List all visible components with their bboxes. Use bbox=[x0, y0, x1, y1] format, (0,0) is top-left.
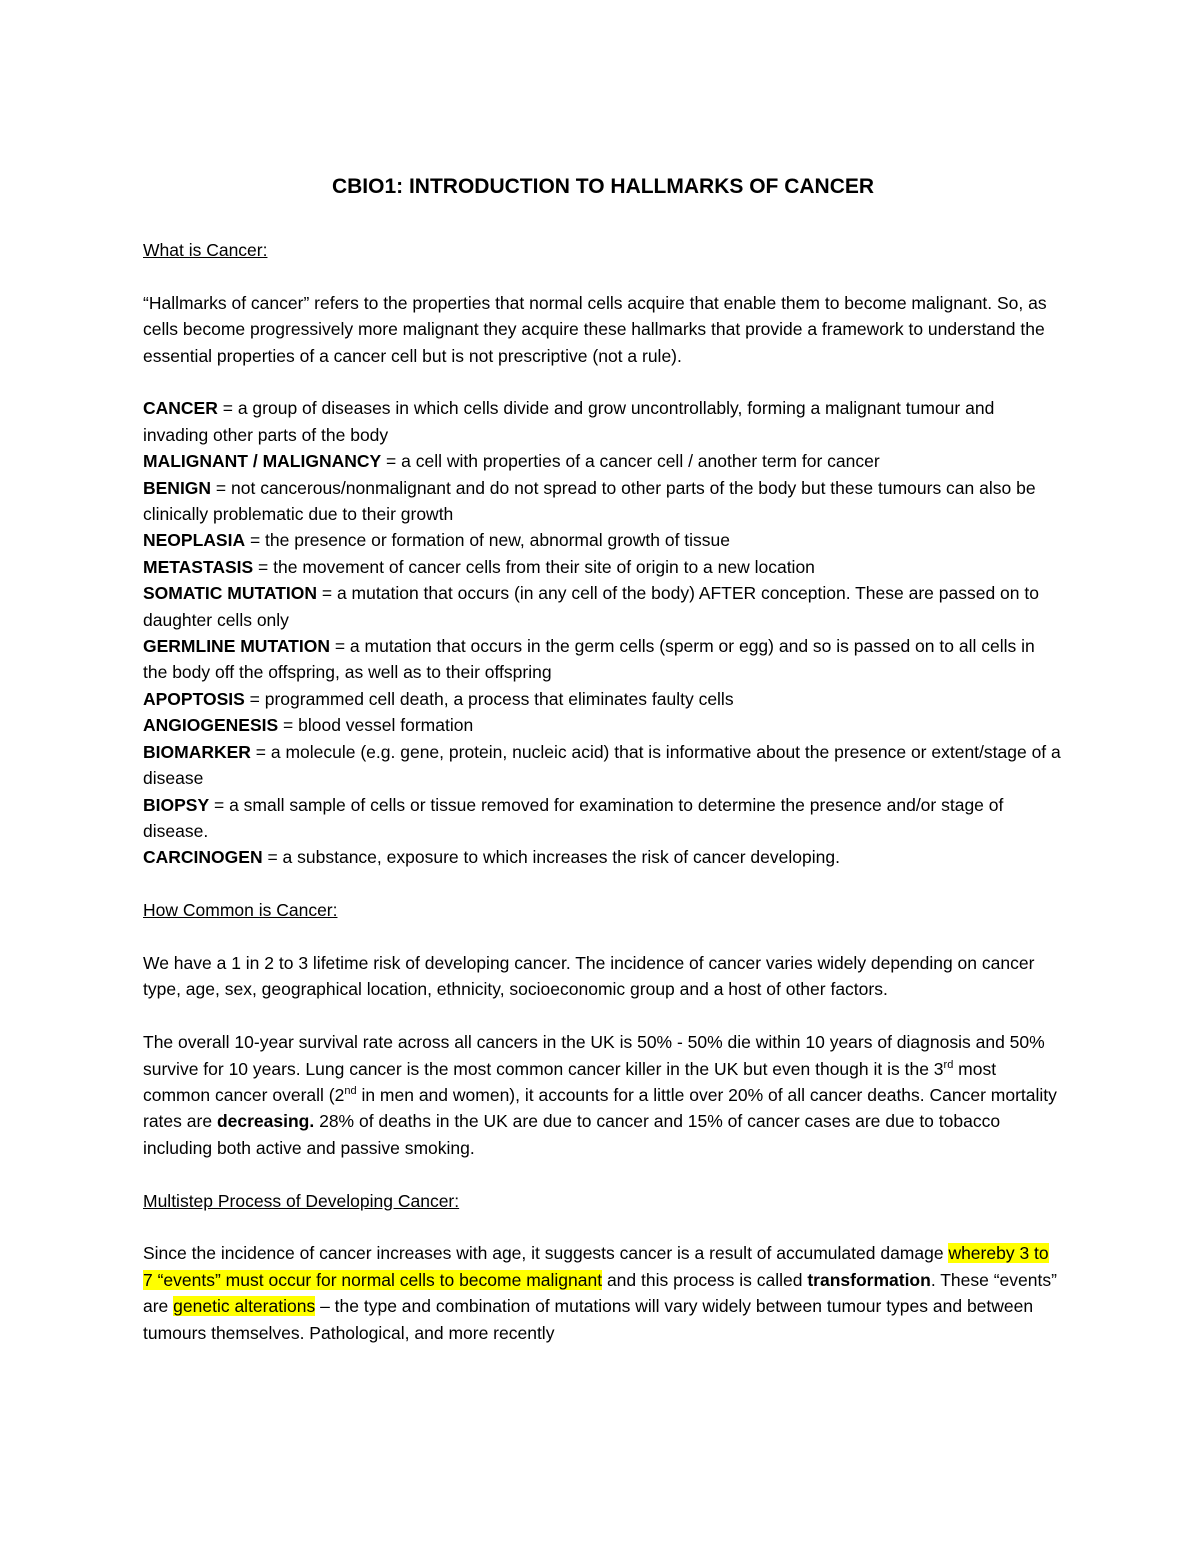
section-heading-what-is-cancer: What is Cancer: bbox=[143, 240, 268, 260]
bold-transformation: transformation bbox=[807, 1269, 931, 1290]
definition-text: = a mutation that occurs (in any cell of the body) AFTER conception. These are passed on to daughter cells only bbox=[143, 583, 1039, 630]
definition-text: = programmed cell death, a process that eliminates faulty cells bbox=[244, 688, 734, 709]
superscript-rd: rd bbox=[943, 1058, 954, 1071]
definition-item bbox=[143, 475, 1063, 528]
superscript-nd: nd bbox=[344, 1085, 357, 1098]
definition-term: APOPTOSIS bbox=[143, 688, 245, 709]
multistep-text-part: . These “events” are bbox=[143, 1269, 1057, 1317]
definition-term: BIOMARKER bbox=[143, 741, 251, 762]
multistep-text-part: Since the incidence of cancer increases with age, it suggests cancer is a result of accumulated damage bbox=[143, 1243, 949, 1264]
definition-text: = a small sample of cells or tissue removed for examination to determine the presence and/or stage of disease. bbox=[143, 794, 1004, 841]
definition-item bbox=[143, 792, 1063, 845]
definition-item bbox=[143, 527, 1063, 553]
definition-term: CARCINOGEN bbox=[143, 847, 263, 868]
definition-item bbox=[143, 554, 1063, 580]
definition-item bbox=[143, 448, 1063, 474]
definition-term: SOMATIC MUTATION bbox=[143, 583, 318, 604]
definition-text: = blood vessel formation bbox=[278, 715, 474, 736]
document-body bbox=[143, 170, 1063, 1372]
definition-item bbox=[143, 844, 1063, 870]
definition-term: ANGIOGENESIS bbox=[143, 715, 279, 736]
definition-item bbox=[143, 395, 1063, 448]
highlighted-text-events: whereby 3 to 7 “events” must occur for normal cells to become malignant bbox=[143, 1243, 1049, 1290]
definition-text: = not cancerous/nonmalignant and do not spread to other parts of the body but these tumours can also be clinically problematic due to their growth bbox=[143, 477, 1036, 525]
survival-paragraph bbox=[143, 1029, 1063, 1161]
definition-text: = a molecule (e.g. gene, protein, nucleic acid) that is informative about the presence or extent/stage of a disease bbox=[143, 741, 1061, 789]
definition-item bbox=[143, 739, 1063, 792]
definition-text: = a group of diseases in which cells divide and grow uncontrollably, forming a malignant tumour and invading other parts of the body bbox=[143, 398, 995, 445]
bold-decreasing: decreasing. bbox=[216, 1111, 315, 1132]
definition-item bbox=[143, 580, 1063, 633]
multistep-text-part: and this process is called bbox=[602, 1269, 808, 1290]
definition-term: GERMLINE MUTATION bbox=[143, 636, 330, 657]
definition-text: = a substance, exposure to which increases the risk of cancer developing. bbox=[262, 847, 840, 868]
definition-item bbox=[143, 712, 1063, 738]
multistep-text-part: – the type and combination of mutations will vary widely between tumour types and between tumours themselves. Pathological, and more recently bbox=[143, 1296, 1034, 1343]
section-heading-how-common: How Common is Cancer: bbox=[143, 900, 338, 921]
intro-paragraph: “Hallmarks of cancer” refers to the properties that normal cells acquire that enable them to become malignant. So, as cells become progressively more malignant they acquire these hallmarks that provide a framework to understand the essential properties of a cancer cell but is not prescriptive (not a rule). bbox=[143, 292, 1047, 366]
definition-term: METASTASIS bbox=[143, 556, 254, 577]
definition-term: BENIGN bbox=[143, 477, 212, 498]
definition-term: NEOPLASIA bbox=[143, 530, 246, 551]
definition-text: = a mutation that occurs in the germ cells (sperm or egg) and so is passed on to all cells in the body off the offspring, as well as to their offspring bbox=[143, 636, 1035, 683]
highlighted-text-genetic-alterations: genetic alterations bbox=[173, 1296, 316, 1317]
definitions-list bbox=[143, 395, 1063, 870]
definition-term: MALIGNANT / MALIGNANCY bbox=[143, 451, 382, 472]
definition-text: = a cell with properties of a cancer cell / another term for cancer bbox=[381, 451, 880, 472]
document-title: CBIO1: INTRODUCTION TO HALLMARKS OF CANCER bbox=[331, 175, 875, 198]
incidence-paragraph: We have a 1 in 2 to 3 lifetime risk of developing cancer. The incidence of cancer varies widely depending on cancer type, age, sex, geographical location, ethnicity, socioeconomic group and a host of other factors. bbox=[143, 952, 1035, 1000]
definition-text: = the movement of cancer cells from their site of origin to a new location bbox=[253, 556, 815, 577]
survival-text-part: 28% of deaths in the UK are due to cancer and 15% of cancer cases are due to tobacco including both active and passive smoking. bbox=[143, 1111, 1001, 1158]
definition-term: BIOPSY bbox=[143, 794, 210, 815]
survival-text-part: The overall 10-year survival rate across all cancers in the UK is 50% - 50% die within 10 years of diagnosis and 50% survive for 10 years. Lung cancer is the most common cancer killer in the UK but even though it is the 3 bbox=[143, 1032, 1045, 1079]
definition-term: CANCER bbox=[143, 398, 218, 419]
definition-item bbox=[143, 686, 1063, 712]
survival-text-part: most common cancer overall (2 bbox=[143, 1058, 997, 1105]
definition-item bbox=[143, 633, 1063, 686]
multistep-paragraph bbox=[143, 1240, 1063, 1346]
section-heading-multistep: Multistep Process of Developing Cancer: bbox=[143, 1190, 460, 1211]
definition-text: = the presence or formation of new, abnormal growth of tissue bbox=[245, 530, 731, 551]
survival-text-part: in men and women), it accounts for a little over 20% of all cancer deaths. Cancer mortality rates are bbox=[143, 1084, 1057, 1132]
